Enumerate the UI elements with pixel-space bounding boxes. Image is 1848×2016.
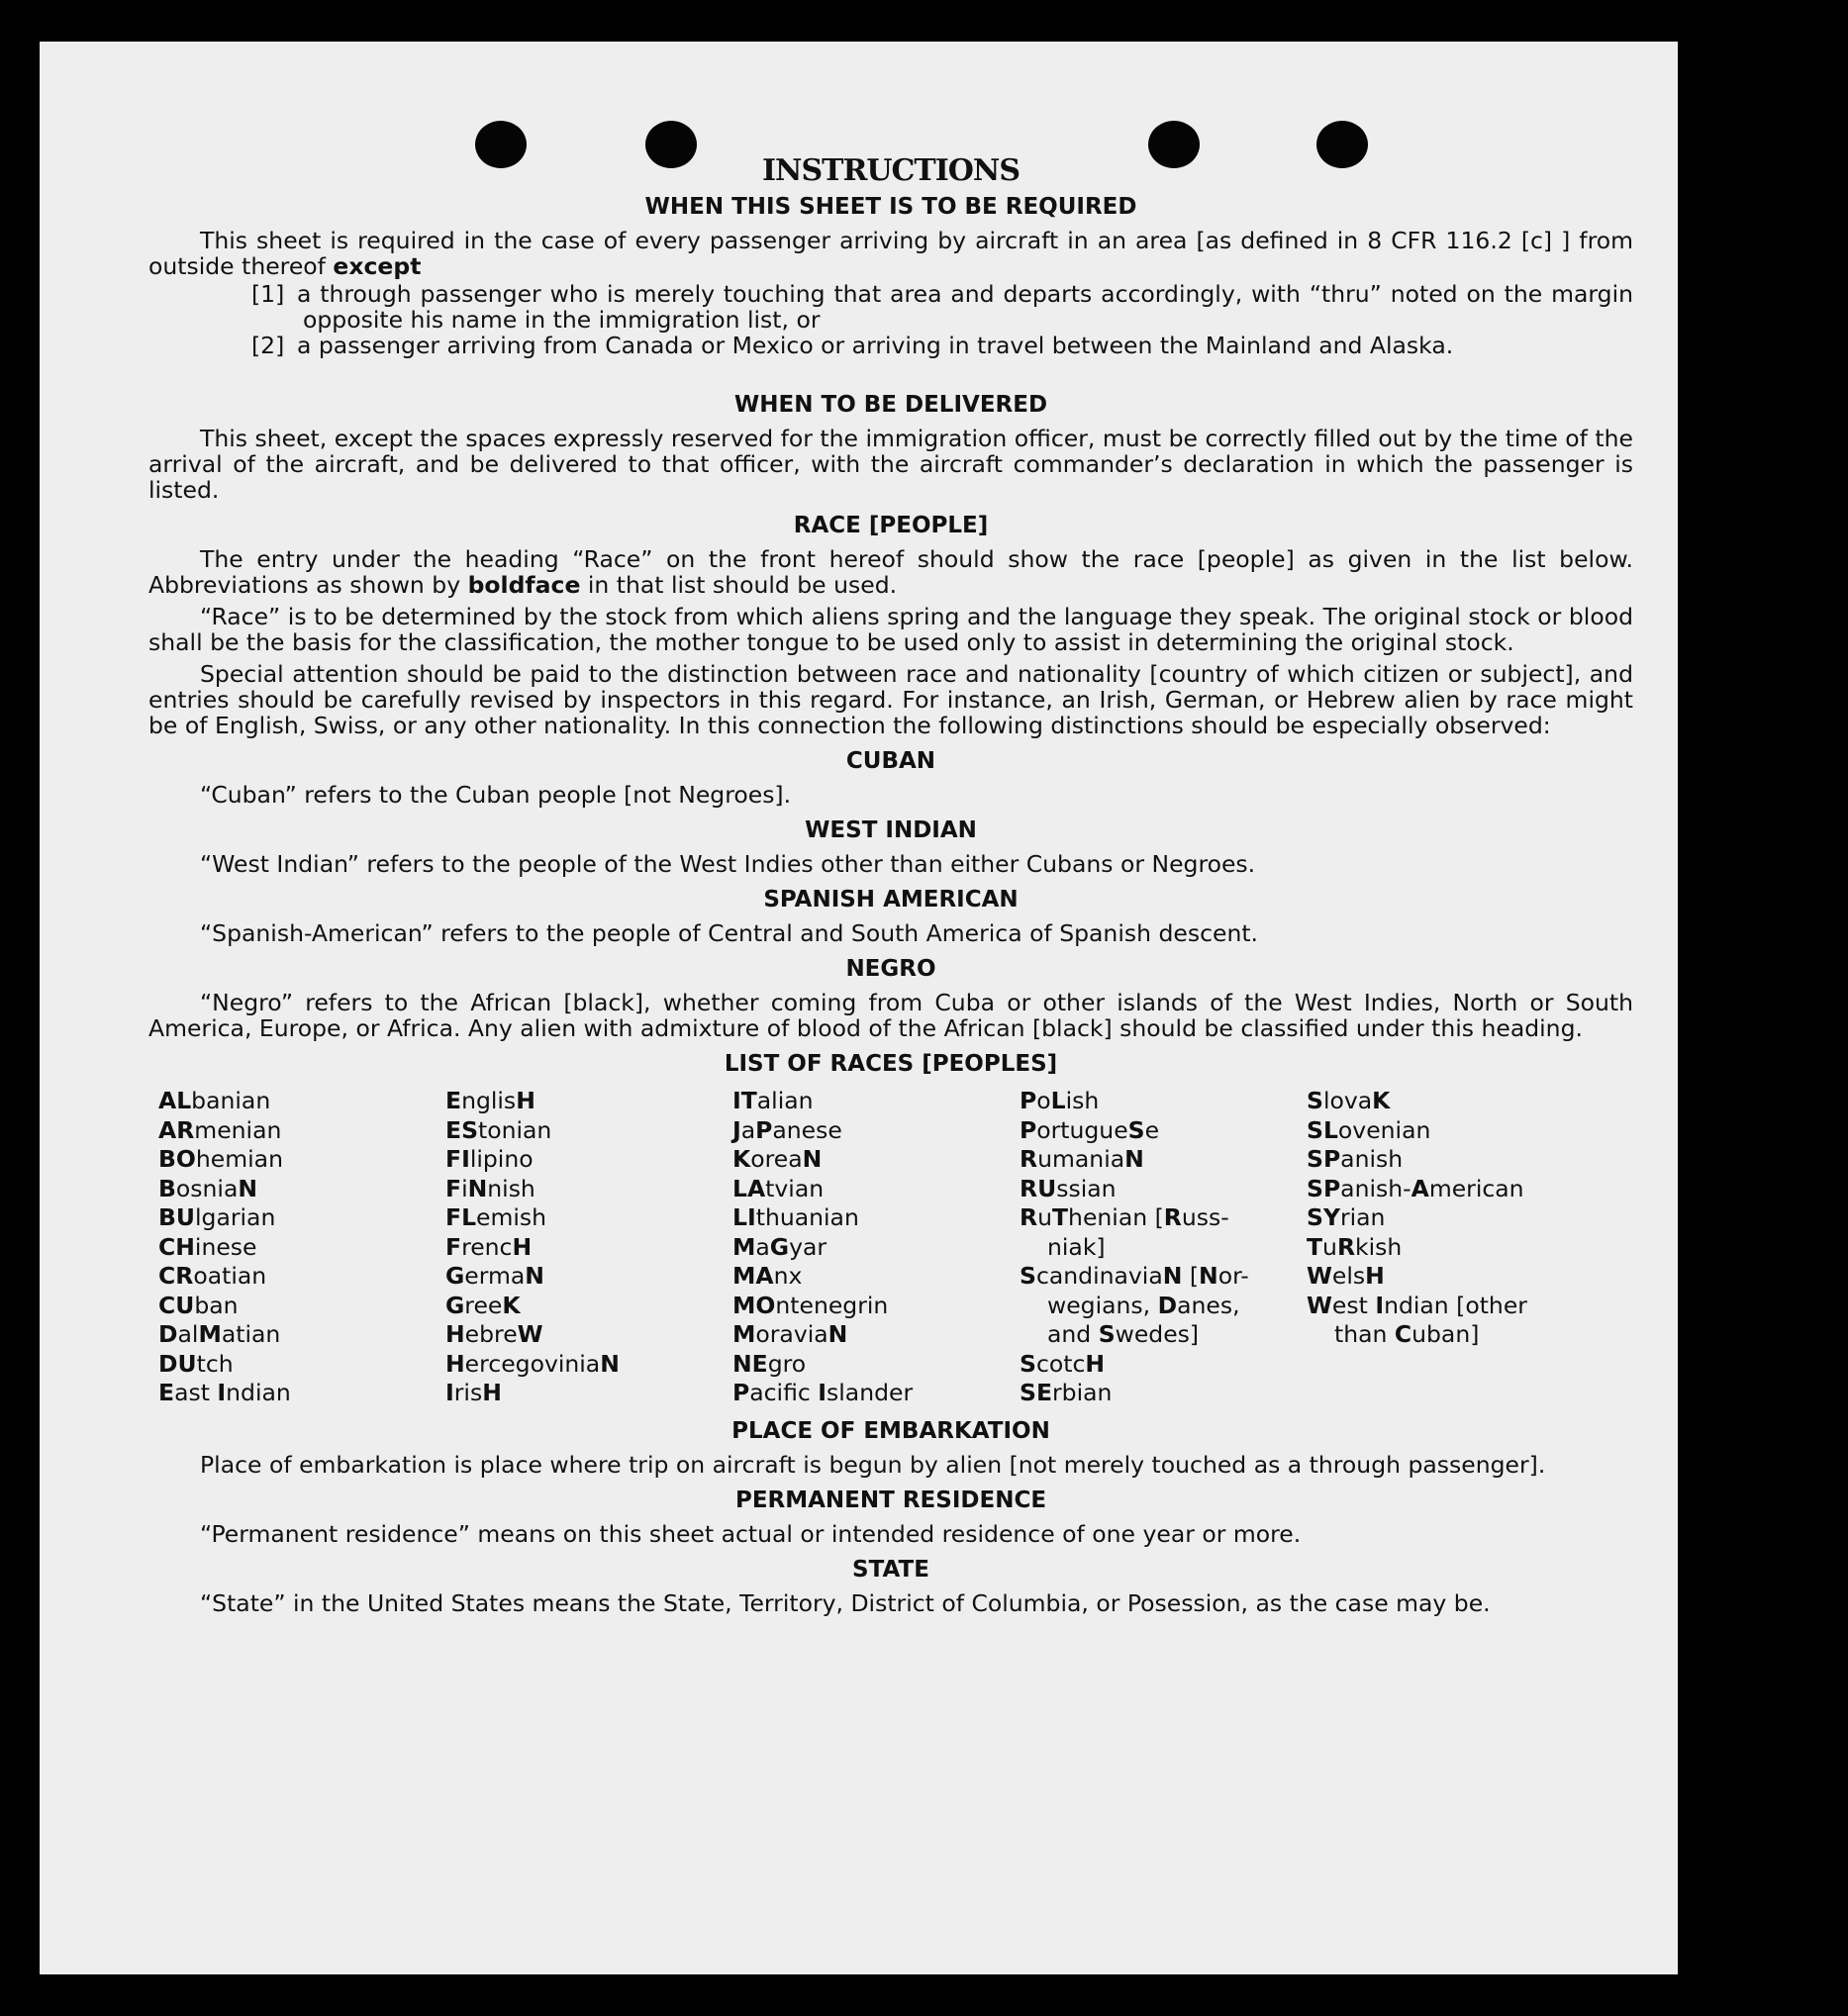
when-delivered-text: This sheet, except the spaces expressly reserved for the immigration officer, must be correctly filled out by the time of the arrival of the aircraft, and be delivered to that officer, with the aircraft commander’s declaration in which the passenger is listed. bbox=[148, 425, 1633, 504]
race-list bbox=[148, 1087, 1633, 1408]
embarkation-text: Place of embarkation is place where trip on aircraft is begun by alien [not merely touched as a through passenger]. bbox=[200, 1450, 1546, 1479]
race-entry: BOhemian bbox=[158, 1145, 283, 1173]
race-column bbox=[1020, 1087, 1307, 1408]
race-entry: wegians, Danes, bbox=[1047, 1291, 1240, 1319]
race-entry: FrencH bbox=[445, 1232, 533, 1261]
race-entry: FiNnish bbox=[445, 1174, 535, 1202]
race-entry: GermaN bbox=[445, 1262, 544, 1290]
race-entry: East Indian bbox=[158, 1379, 291, 1406]
heading-spanish-american: SPANISH AMERICAN bbox=[763, 887, 1019, 912]
race-entry: West Indian [other bbox=[1307, 1291, 1527, 1319]
race-entry: TuRkish bbox=[1307, 1232, 1403, 1261]
when-required-intro: This sheet is required in the case of every passenger arriving by aircraft in an area [as defined in 8 CFR 116.2 [c] ] from outside thereof except bbox=[148, 227, 1633, 280]
race-entry: WelsH bbox=[1307, 1262, 1385, 1290]
page-title: INSTRUCTIONS bbox=[762, 153, 1020, 188]
race-entry: KoreaN bbox=[732, 1145, 823, 1173]
west-indian-text: “West Indian” refers to the people of the West Indies other than either Cubans or Negroes. bbox=[200, 850, 1256, 878]
race-entry: ScotcH bbox=[1020, 1349, 1106, 1378]
heading-place-of-embarkation: PLACE OF EMBARKATION bbox=[731, 1417, 1050, 1444]
race-entry: RumaniaN bbox=[1020, 1145, 1144, 1173]
race-entry: LIthuanian bbox=[732, 1203, 859, 1231]
negro-text: “Negro” refers to the African [black], whether coming from Cuba or other islands of the West Indies, North or South America, Europe, or Africa. Any alien with admixture of blood of the African [black] should be classified under this heading. bbox=[148, 989, 1633, 1042]
race-entry: PortugueSe bbox=[1020, 1115, 1160, 1144]
race-entry: NEgro bbox=[732, 1349, 807, 1378]
state-text: “State” in the United States means the State, Territory, District of Columbia, or Posession, as the case may be. bbox=[200, 1588, 1491, 1617]
race-entry: ARmenian bbox=[158, 1115, 282, 1144]
heading-state: STATE bbox=[852, 1556, 929, 1583]
race-entry: RUssian bbox=[1020, 1174, 1117, 1202]
race-column bbox=[1307, 1087, 1594, 1408]
exception-item: [2] a passenger arriving from Canada or Mexico or arriving in travel between the Mainland and Alaska. bbox=[251, 332, 1454, 359]
exception-item: [1] a through passenger who is merely touching that area and departs accordingly, with “thru” noted on the margin opposite his name in the immigration list, or bbox=[251, 280, 1633, 334]
race-entry: niak] bbox=[1047, 1232, 1106, 1261]
heading-permanent-residence: PERMANENT RESIDENCE bbox=[734, 1487, 1047, 1513]
race-entry: MaGyar bbox=[732, 1232, 827, 1261]
race-entry: SlovaK bbox=[1307, 1087, 1391, 1114]
race-column bbox=[445, 1087, 732, 1408]
race-entry: BosniaN bbox=[158, 1174, 258, 1202]
race-entry: DUtch bbox=[158, 1349, 234, 1378]
heading-race: RACE [PEOPLE] bbox=[793, 513, 989, 538]
heading-west-indian: WEST INDIAN bbox=[805, 817, 977, 843]
instructions-content bbox=[148, 153, 1633, 1622]
race-entry: ScandinaviaN [Nor- bbox=[1020, 1262, 1249, 1290]
race-entry: EnglisH bbox=[445, 1087, 535, 1114]
race-entry: MoraviaN bbox=[732, 1320, 848, 1348]
race-entry: FIlipino bbox=[445, 1145, 534, 1173]
spanish-american-text: “Spanish-American” refers to the people of Central and South America of Spanish descent. bbox=[200, 919, 1259, 947]
race-entry: MOntenegrin bbox=[732, 1291, 889, 1319]
race-entry: than Cuban] bbox=[1334, 1320, 1480, 1348]
race-entry: FLemish bbox=[445, 1203, 547, 1231]
residence-text: “Permanent residence” means on this sheet actual or intended residence of one year or more. bbox=[200, 1519, 1302, 1548]
race-entry: SLovenian bbox=[1307, 1115, 1431, 1144]
race-column bbox=[732, 1087, 1020, 1408]
race-paragraph-3: Special attention should be paid to the distinction between race and nationality [country of which citizen or subject], and entries should be carefully revised by inspectors in this regard. For instance, an Irish, German, or Hebrew alien by race might be of English, Swiss, or any other nationality. In this connection the following distinctions should be especially observed: bbox=[148, 660, 1633, 739]
race-entry: JaPanese bbox=[732, 1115, 842, 1144]
document-page bbox=[40, 42, 1678, 1974]
race-entry: CHinese bbox=[158, 1232, 257, 1261]
race-entry: ITalian bbox=[732, 1087, 814, 1114]
race-paragraph-1: The entry under the heading “Race” on the front hereof should show the race [people] as given in the list below. Abbreviations as shown by boldface in that list should be used. bbox=[148, 545, 1633, 599]
heading-when-delivered: WHEN TO BE DELIVERED bbox=[733, 392, 1048, 418]
cuban-text: “Cuban” refers to the Cuban people [not Negroes]. bbox=[200, 781, 792, 809]
race-entry: EStonian bbox=[445, 1115, 552, 1144]
race-entry: and Swedes] bbox=[1047, 1320, 1200, 1348]
heading-negro: NEGRO bbox=[845, 956, 936, 982]
race-entry: GreeK bbox=[445, 1291, 521, 1319]
race-entry: CRoatian bbox=[158, 1262, 267, 1290]
heading-when-required: WHEN THIS SHEET IS TO BE REQUIRED bbox=[644, 194, 1137, 220]
race-entry: SErbian bbox=[1020, 1379, 1113, 1406]
race-entry: HercegoviniaN bbox=[445, 1349, 620, 1378]
race-entry: MAnx bbox=[732, 1262, 803, 1290]
race-entry: LAtvian bbox=[732, 1174, 825, 1202]
race-entry: DalMatian bbox=[158, 1320, 281, 1348]
race-paragraph-2: “Race” is to be determined by the stock from which aliens spring and the language they speak. The original stock or blood shall be the basis for the classification, the mother tongue to be used only to assist in determining the original stock. bbox=[148, 603, 1633, 656]
race-entry: ALbanian bbox=[158, 1087, 271, 1114]
race-entry: BUlgarian bbox=[158, 1203, 276, 1231]
race-entry: IrisH bbox=[445, 1379, 502, 1406]
race-entry: CUban bbox=[158, 1291, 239, 1319]
race-entry: SYrian bbox=[1307, 1203, 1386, 1231]
race-entry: RuThenian [Russ- bbox=[1020, 1203, 1229, 1231]
heading-list-of-races: LIST OF RACES [PEOPLES] bbox=[724, 1051, 1058, 1077]
race-entry: SPanish bbox=[1307, 1145, 1404, 1173]
race-column bbox=[158, 1087, 445, 1408]
race-entry: HebreW bbox=[445, 1320, 543, 1348]
heading-cuban: CUBAN bbox=[845, 748, 936, 774]
race-entry: PoLish bbox=[1020, 1087, 1100, 1114]
race-entry: SPanish-American bbox=[1307, 1174, 1524, 1202]
race-entry: Pacific Islander bbox=[732, 1379, 914, 1406]
